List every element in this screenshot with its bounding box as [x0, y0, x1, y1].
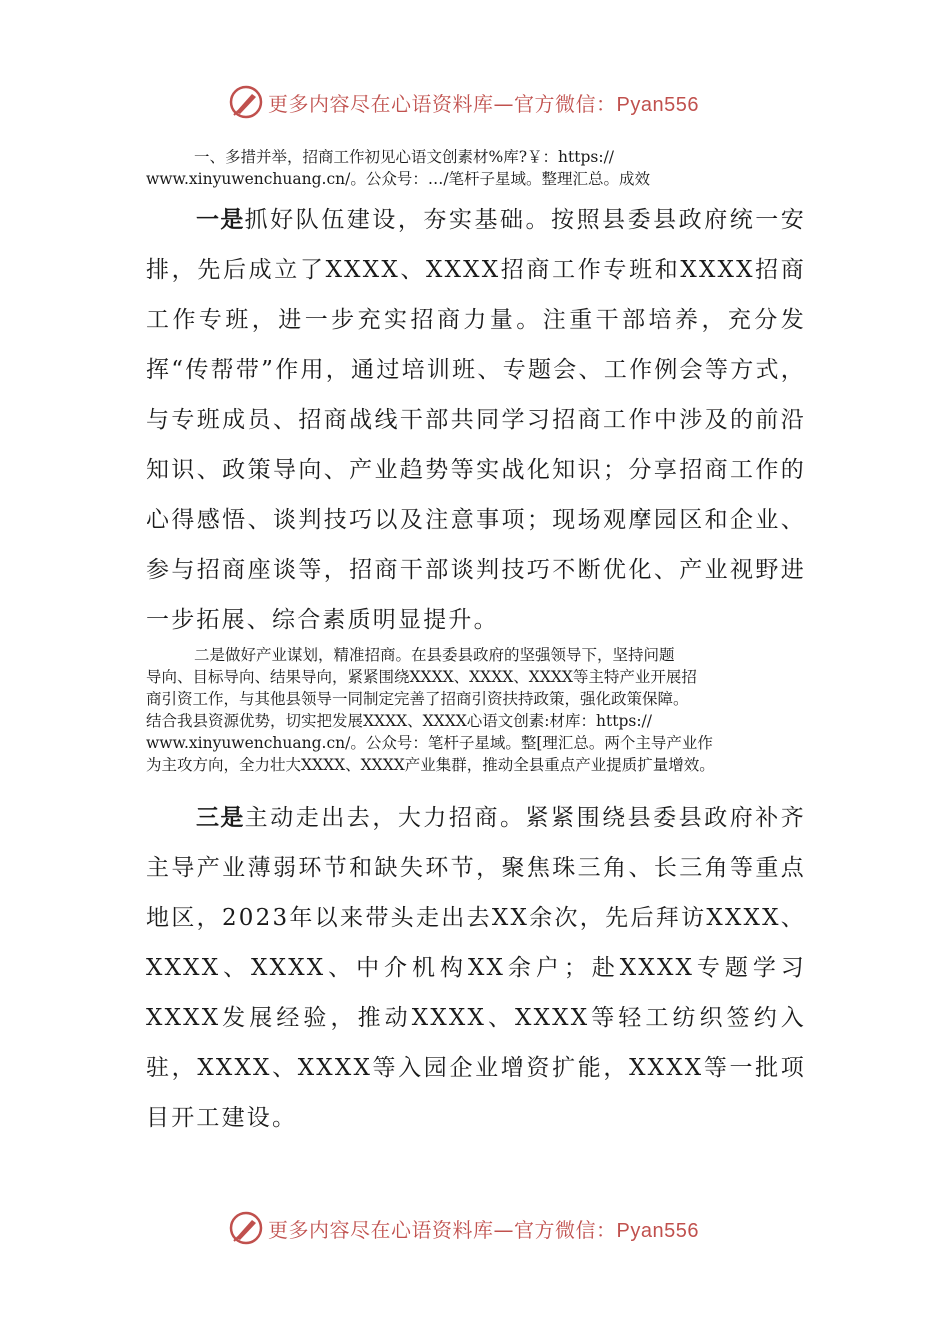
banner-text: 更多内容尽在心语资料库—官方微信：Pyan556 [268, 91, 699, 116]
section-heading [146, 146, 826, 190]
paragraph-1 [146, 195, 806, 645]
paragraph-2-line: www.xinyuwenchuang.cn/。公众号：笔杆子星域。整[理汇总。两个主导产业作 [146, 734, 713, 752]
paragraph-2-line: 商引资工作，与其他县领导一同制定完善了招商引资扶持政策，强化政策保障。 [146, 690, 689, 708]
paragraph-lead: 一是 [196, 207, 245, 233]
header-banner [228, 82, 699, 122]
section-heading-line: 一、多措并举，招商工作初见心语文创素材%库?￥：https:// [194, 148, 615, 166]
footer-banner [228, 1208, 699, 1248]
pen-logo-icon [228, 84, 264, 120]
paragraph-body: 抓好队伍建设，夯实基础。按照县委县政府统一安排，先后成立了XXXX、XXXX招商工作专班和XXXX招商工作专班，进一步充实招商力量。注重干部培养，充分发挥“传帮带”作用，通过培训班、专题会、工作例会等方式，与专班成员、招商战线干部共同学习招商工作中涉及的前沿知识、政策导向、产业趋势等实战化知识；分享招商工作的心得感悟、谈判技巧以及注意事项；现场观摩园区和企业、参与招商座谈等，招商干部谈判技巧不断优化、产业视野进一步拓展、综合素质明显提升。 [146, 207, 807, 633]
paragraph-2-line: 二是做好产业谋划，精准招商。在县委县政府的坚强领导下，坚持问题 [194, 646, 675, 664]
paragraph-2-line: 导向、目标导向、结果导向，紧紧围绕XXXX、XXXX、XXXX等主特产业开展招 [146, 668, 697, 686]
paragraph-body: 主动走出去，大力招商。紧紧围绕县委县政府补齐主导产业薄弱环节和缺失环节，聚焦珠三角、长三角等重点地区，2023年以来带头走出去XX余次，先后拜访XXXX、XXXX、XXXX、中介机构XX余户；赴XXXX专题学习XXXX发展经验，推动XXXX、XXXX等轻工纺织签约入驻，XXXX、XXXX等入园企业增资扩能，XXXX等一批项目开工建设。 [146, 805, 807, 1131]
pen-logo-icon [228, 1210, 264, 1246]
paragraph-2 [146, 644, 826, 776]
section-heading-line: www.xinyuwenchuang.cn/。公众号：…/笔杆子星域。整理汇总。成效 [146, 170, 651, 188]
paragraph-3 [146, 793, 806, 1143]
paragraph-2-line: 结合我县资源优势，切实把发展XXXX、XXXX心语文创素:材库：https:// [146, 712, 652, 730]
paragraph-2-line: 为主攻方向，全力壮大XXXX、XXXX产业集群，推动全县重点产业提质扩量增效。 [146, 756, 715, 774]
banner-text: 更多内容尽在心语资料库—官方微信：Pyan556 [268, 1217, 699, 1242]
paragraph-lead: 三是 [196, 805, 245, 831]
